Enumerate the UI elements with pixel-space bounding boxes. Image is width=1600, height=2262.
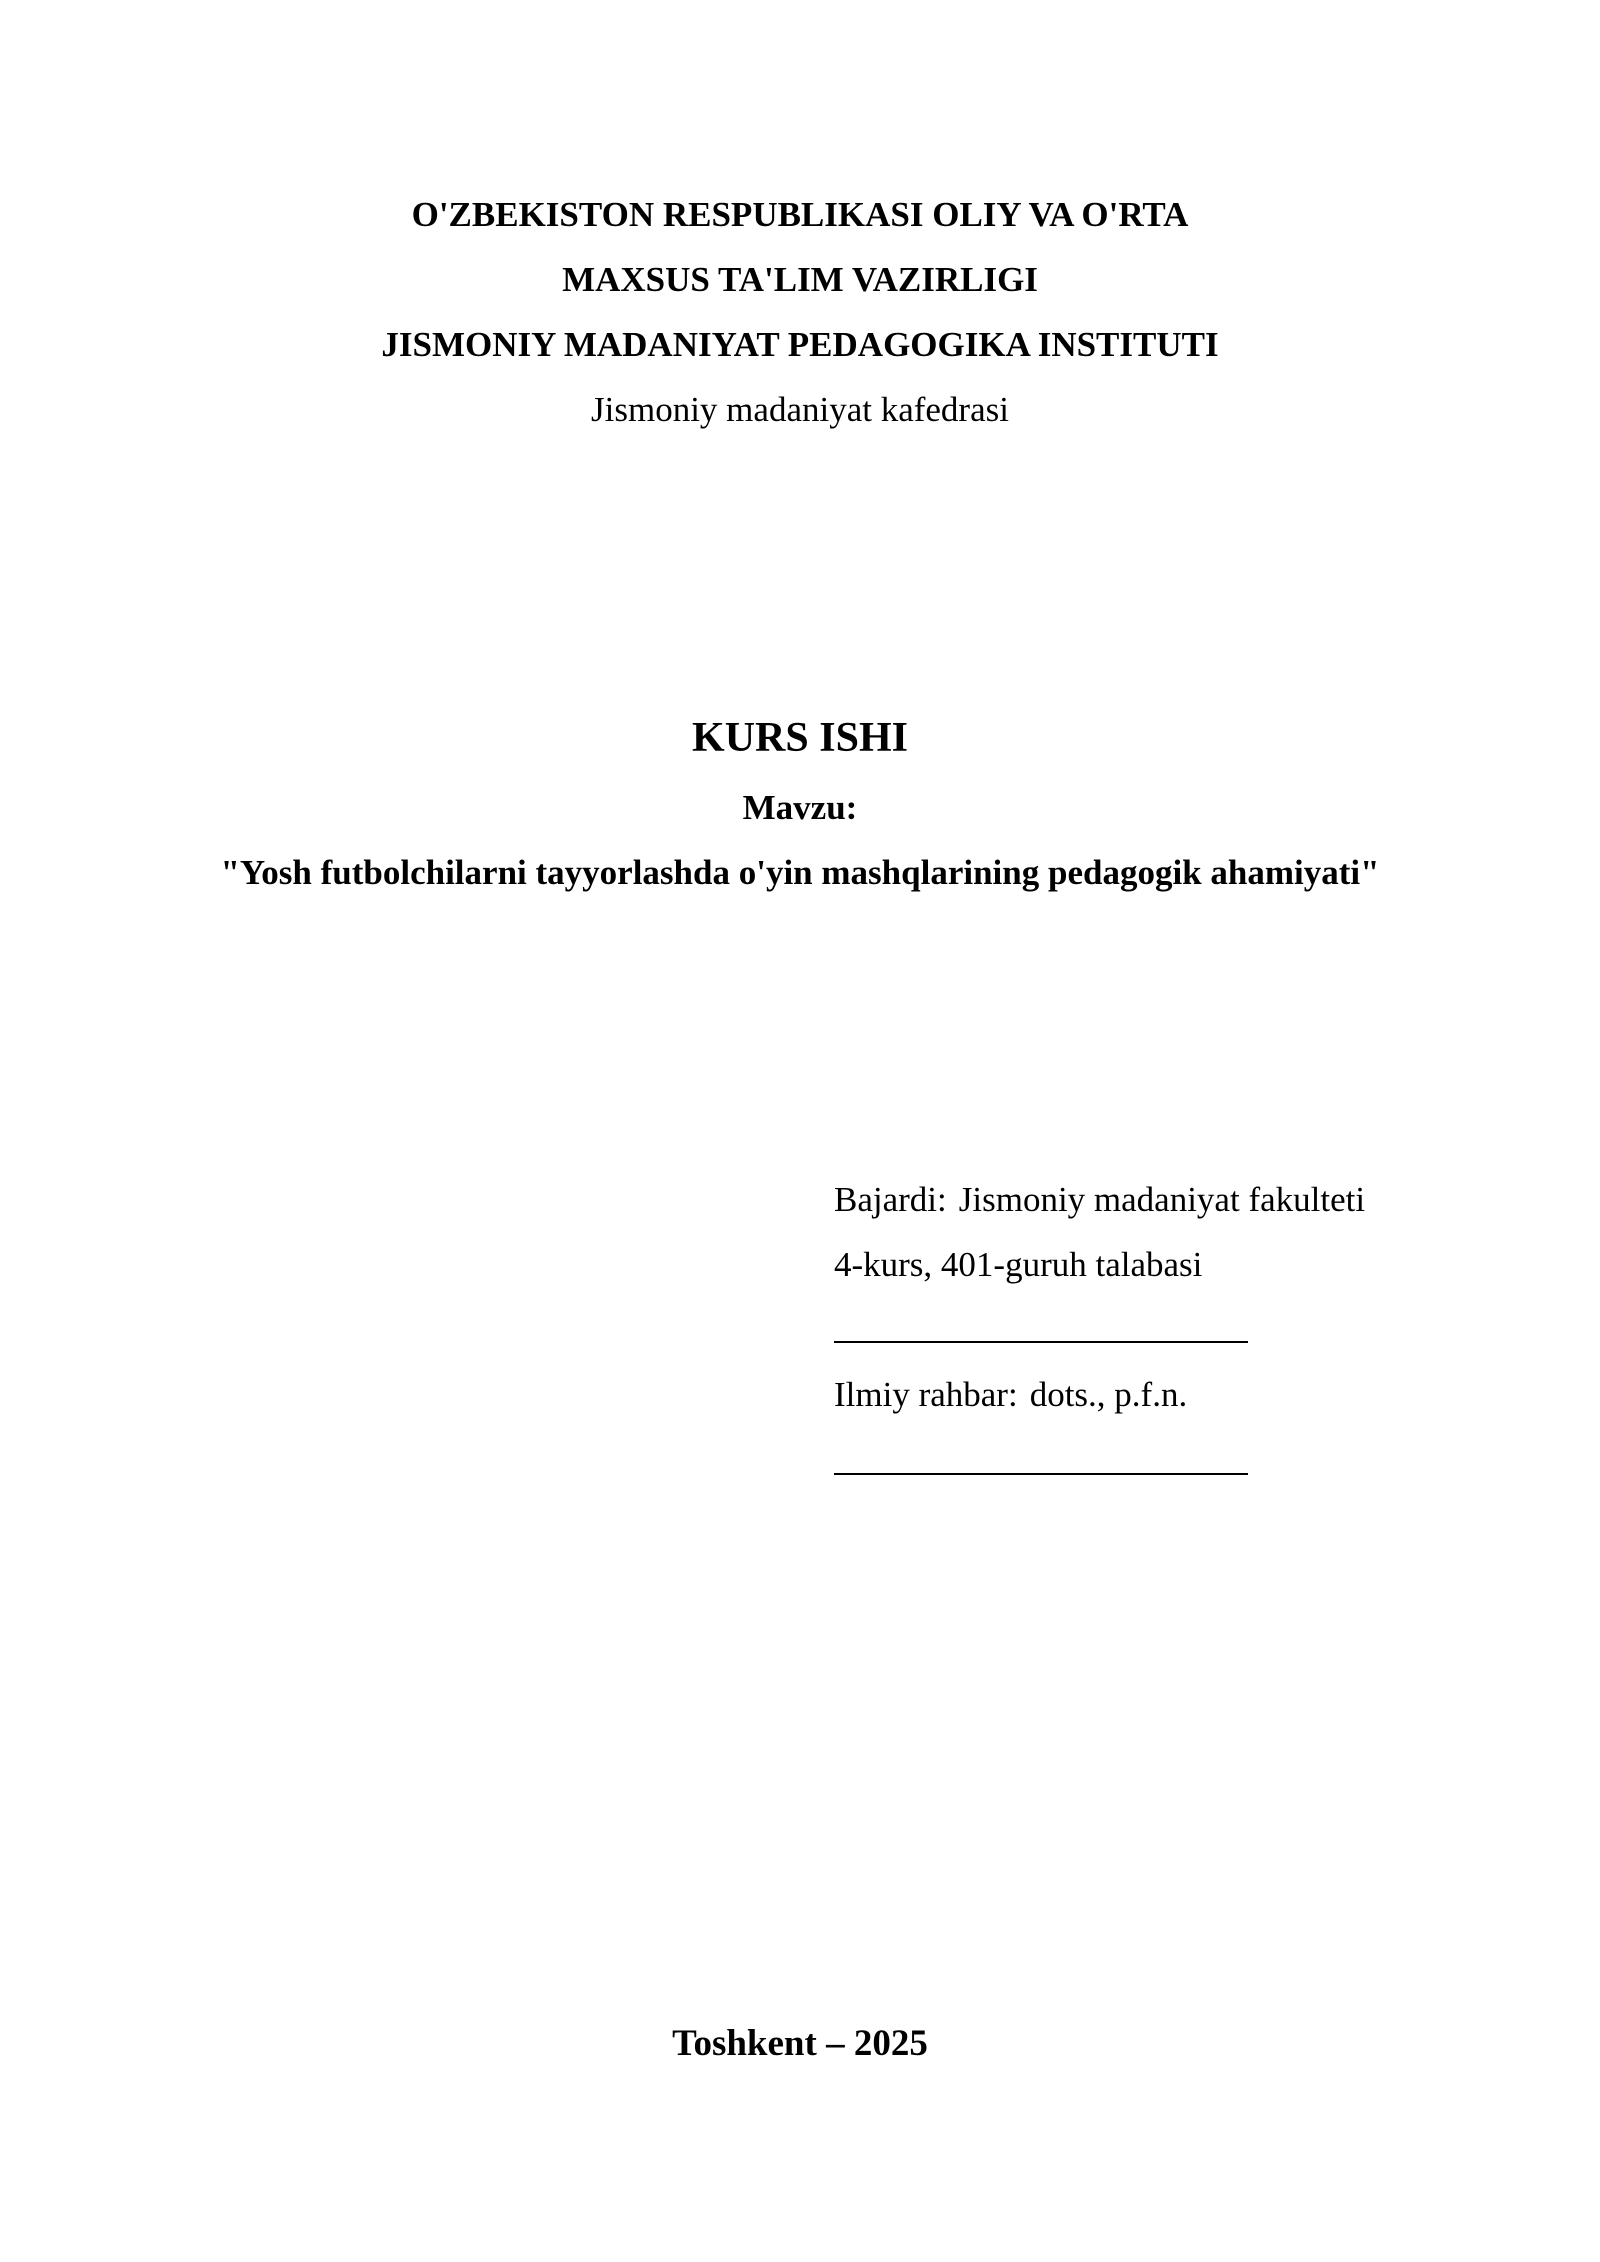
topic-title: "Yosh futbolchilarni tayyorlashda o'yin mashqlarining pedagogik ahamiyati" (220, 853, 1380, 892)
ministry-line-2: MAXSUS TA'LIM VAZIRLIGI (562, 260, 1038, 299)
supervisor-label: Ilmiy rahbar: (834, 1375, 1018, 1414)
supervisor-value: dots., p.f.n. (1029, 1375, 1188, 1414)
department-name: Jismoniy madaniyat kafedrasi (591, 390, 1009, 429)
supervisor-signature-line (834, 1473, 1248, 1475)
performer-line (834, 1182, 1365, 1217)
ministry-line-1: O'ZBEKISTON RESPUBLIKASI OLIY VA O'RTA (411, 195, 1189, 234)
student-signature-line (834, 1341, 1248, 1343)
city-year: Toshkent – 2025 (672, 2023, 928, 2064)
performer-label: Bajardi: (834, 1180, 947, 1219)
work-type-title: KURS ISHI (692, 715, 908, 761)
topic-label: Mavzu: (742, 788, 858, 827)
supervisor-line (834, 1377, 1187, 1412)
course-group: 4-kurs, 401-guruh talabasi (834, 1245, 1203, 1284)
institute-name: JISMONIY MADANIYAT PEDAGOGIKA INSTITUTI (381, 325, 1219, 364)
performer-value: Jismoniy madaniyat fakulteti (958, 1180, 1366, 1219)
